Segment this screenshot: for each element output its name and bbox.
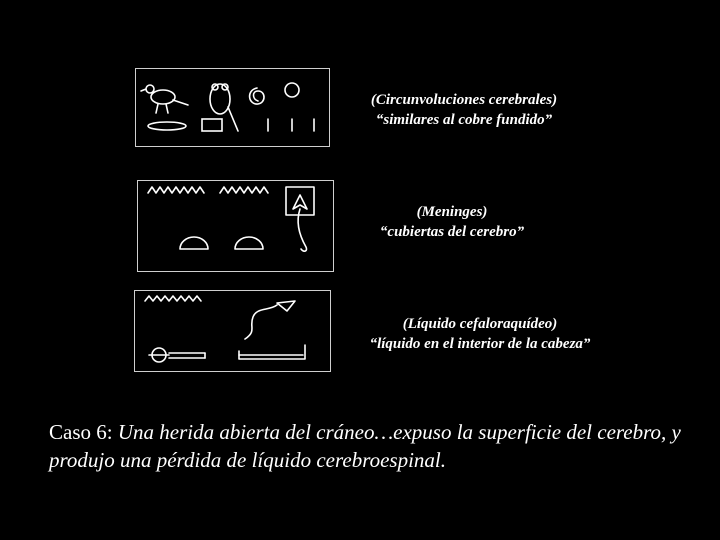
hieroglyph-meninges-icon: [138, 181, 333, 271]
case-label: Caso 6:: [49, 420, 118, 444]
caption-convolutions-title: (Circunvoluciones cerebrales): [370, 92, 558, 108]
hieroglyph-panel-meninges: [137, 180, 334, 272]
case-body: Una herida abierta del cráneo…expuso la superficie del cerebro, y produjo una pérdida de líquido cerebroespinal.: [49, 420, 681, 472]
caption-convolutions: [347, 90, 581, 130]
caption-convolutions-meaning: “similares al cobre fundido”: [375, 112, 553, 128]
hieroglyph-convolutions-icon: [136, 69, 329, 146]
hieroglyph-panel-convolutions: [135, 68, 330, 147]
hieroglyph-fluid-icon: [135, 291, 330, 371]
caption-fluid-title: (Líquido cefaloraquídeo): [402, 316, 558, 332]
caption-fluid: [340, 314, 620, 354]
case-description: [49, 418, 689, 474]
caption-fluid-meaning: “líquido en el interior de la cabeza”: [369, 336, 591, 352]
caption-meninges-meaning: “cubiertas del cerebro”: [379, 224, 525, 240]
caption-meninges: [362, 202, 542, 242]
caption-meninges-title: (Meninges): [416, 204, 488, 220]
hieroglyph-panel-fluid: [134, 290, 331, 372]
